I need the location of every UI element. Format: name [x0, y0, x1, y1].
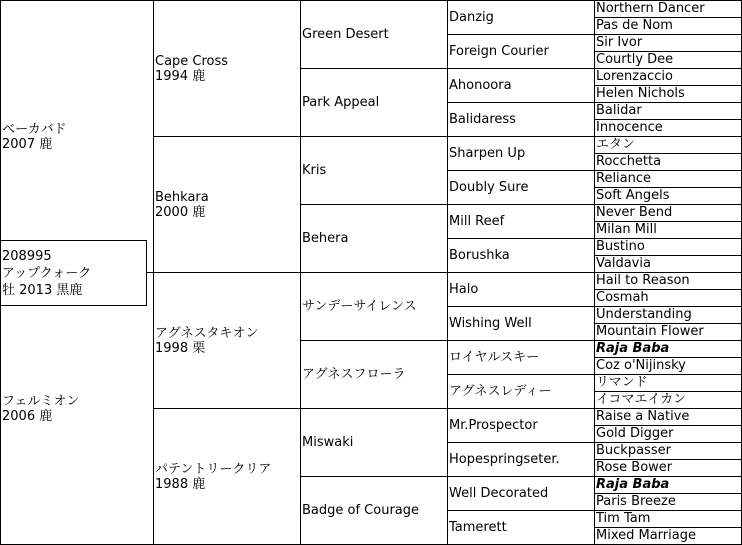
gen2-name: Behkara — [155, 189, 209, 205]
gen2-info: 1998 栗 — [155, 340, 206, 356]
sire-info: 2007 鹿 — [2, 136, 53, 152]
gen4-cell — [447, 510, 595, 545]
gen5-cell — [594, 221, 742, 239]
gen5-name: Lorenzaccio — [596, 69, 673, 84]
gen3-cell — [300, 204, 448, 273]
gen5-cell — [594, 102, 742, 120]
gen5-name: Mountain Flower — [596, 324, 704, 339]
gen5-name: Balidar — [596, 103, 642, 118]
dam-info: 2006 鹿 — [2, 408, 53, 424]
gen4-name: ロイヤルスキー — [449, 350, 540, 365]
gen4-cell — [447, 204, 595, 239]
gen4-cell — [447, 0, 595, 35]
subject-id: 208995 — [2, 248, 52, 264]
gen5-name: Paris Breeze — [596, 494, 676, 509]
gen5-name: Never Bend — [596, 205, 673, 220]
gen4-name: Mill Reef — [449, 214, 505, 229]
dam-name: フェルミオン — [2, 393, 80, 409]
gen4-cell — [447, 272, 595, 307]
gen3-cell — [300, 340, 448, 409]
gen2-info: 1994 鹿 — [155, 68, 206, 84]
gen5-cell — [594, 255, 742, 273]
gen5-name: Coz o'Nijinsky — [596, 358, 686, 373]
gen5-cell — [594, 153, 742, 171]
gen4-name: Hopespringseter. — [449, 452, 560, 467]
gen5-cell — [594, 340, 742, 358]
gen5-cell — [594, 119, 742, 137]
gen4-name: Foreign Courier — [449, 44, 549, 59]
subject-name: アップクォーク — [2, 265, 92, 281]
gen3-name: Green Desert — [302, 27, 389, 42]
gen5-name-inbred: Raja Baba — [596, 341, 670, 356]
gen5-name: Bustino — [596, 239, 645, 254]
gen4-name: Well Decorated — [449, 486, 549, 501]
gen5-name: リマンド — [596, 375, 648, 390]
gen5-name: Cosmah — [596, 290, 649, 305]
gen3-name: Kris — [302, 163, 327, 178]
gen5-name: Reliance — [596, 171, 652, 186]
gen5-cell — [594, 476, 742, 494]
gen3-name: Miswaki — [302, 435, 354, 450]
gen4-name: Wishing Well — [449, 316, 532, 331]
gen3-cell — [300, 68, 448, 137]
gen5-cell — [594, 323, 742, 341]
gen5-name: Mixed Marriage — [596, 528, 696, 543]
gen5-cell — [594, 272, 742, 290]
gen2-cell — [153, 136, 301, 273]
gen5-cell — [594, 442, 742, 460]
gen4-name: Tamerett — [449, 520, 507, 535]
gen5-cell — [594, 68, 742, 86]
gen2-name: アグネスタキオン — [155, 325, 259, 341]
gen4-cell — [447, 102, 595, 137]
gen4-name: Mr.Prospector — [449, 418, 538, 433]
gen5-cell — [594, 306, 742, 324]
gen4-cell — [447, 476, 595, 511]
gen5-cell — [594, 85, 742, 103]
gen3-name: アグネスフローラ — [302, 367, 406, 382]
gen5-cell — [594, 408, 742, 426]
gen5-cell — [594, 51, 742, 69]
gen3-cell — [300, 272, 448, 341]
gen4-name: Danzig — [449, 10, 494, 25]
gen4-name: Balidaress — [449, 112, 516, 127]
gen5-name: Buckpasser — [596, 443, 671, 458]
gen5-name: Soft Angels — [596, 188, 670, 203]
gen5-cell — [594, 17, 742, 35]
gen5-cell — [594, 170, 742, 188]
gen5-cell — [594, 34, 742, 52]
gen4-cell — [447, 306, 595, 341]
gen5-cell — [594, 374, 742, 392]
gen5-cell — [594, 0, 742, 18]
gen3-cell — [300, 476, 448, 545]
gen4-cell — [447, 374, 595, 409]
gen5-name: Innocence — [596, 120, 663, 135]
gen4-name: アグネスレディー — [449, 384, 552, 399]
gen5-cell — [594, 204, 742, 222]
gen2-name: Cape Cross — [155, 53, 229, 69]
gen5-cell — [594, 510, 742, 528]
gen5-cell — [594, 425, 742, 443]
gen5-name: エタン — [596, 137, 636, 152]
gen5-name: Sir Ivor — [596, 35, 643, 50]
gen3-cell — [300, 408, 448, 477]
gen4-cell — [447, 442, 595, 477]
gen2-name: パテントリークリア — [155, 461, 272, 477]
gen5-name: イコマエイカン — [596, 392, 687, 407]
gen5-name-inbred: Raja Baba — [596, 477, 670, 492]
gen2-info: 1988 鹿 — [155, 476, 206, 492]
sire-cell — [0, 0, 154, 273]
gen5-name: Helen Nichols — [596, 86, 685, 101]
gen5-cell — [594, 493, 742, 511]
gen5-name: Raise a Native — [596, 409, 690, 424]
gen2-cell — [153, 272, 301, 409]
gen4-name: Ahonoora — [449, 78, 512, 93]
subject-info: 牡 2013 黒鹿 — [2, 282, 83, 298]
gen5-cell — [594, 459, 742, 477]
gen4-cell — [447, 340, 595, 375]
gen3-cell — [300, 136, 448, 205]
sire-name: ベーカバド — [2, 121, 67, 137]
gen5-cell — [594, 357, 742, 375]
subject-horse-box — [0, 240, 147, 306]
gen3-name: Behera — [302, 231, 349, 246]
gen4-cell — [447, 238, 595, 273]
gen5-name: Valdavia — [596, 256, 651, 271]
gen2-cell — [153, 408, 301, 545]
gen2-cell — [153, 0, 301, 137]
gen5-name: Rocchetta — [596, 154, 662, 169]
gen5-cell — [594, 289, 742, 307]
gen5-cell — [594, 527, 742, 545]
gen4-cell — [447, 408, 595, 443]
gen5-name: Gold Digger — [596, 426, 674, 441]
gen3-name: Badge of Courage — [302, 503, 420, 518]
gen5-cell — [594, 238, 742, 256]
gen5-name: Northern Dancer — [596, 1, 705, 16]
gen5-cell — [594, 136, 742, 154]
gen5-name: Hail to Reason — [596, 273, 690, 288]
gen4-name: Sharpen Up — [449, 146, 526, 161]
gen4-cell — [447, 170, 595, 205]
gen5-name: Tim Tam — [596, 511, 651, 526]
gen2-info: 2000 鹿 — [155, 204, 206, 220]
gen5-cell — [594, 187, 742, 205]
gen3-cell — [300, 0, 448, 69]
gen4-cell — [447, 136, 595, 171]
gen5-name: Pas de Nom — [596, 18, 673, 33]
gen4-name: Doubly Sure — [449, 180, 529, 195]
gen5-name: Rose Bower — [596, 460, 673, 475]
gen4-name: Halo — [449, 282, 479, 297]
gen4-name: Borushka — [449, 248, 510, 263]
gen5-name: Courtly Dee — [596, 52, 674, 67]
gen3-name: Park Appeal — [302, 95, 380, 110]
gen3-name: サンデーサイレンス — [302, 299, 417, 314]
dam-cell — [0, 272, 154, 545]
gen4-cell — [447, 34, 595, 69]
gen5-name: Milan Mill — [596, 222, 657, 237]
gen5-name: Understanding — [596, 307, 692, 322]
gen5-cell — [594, 391, 742, 409]
gen4-cell — [447, 68, 595, 103]
